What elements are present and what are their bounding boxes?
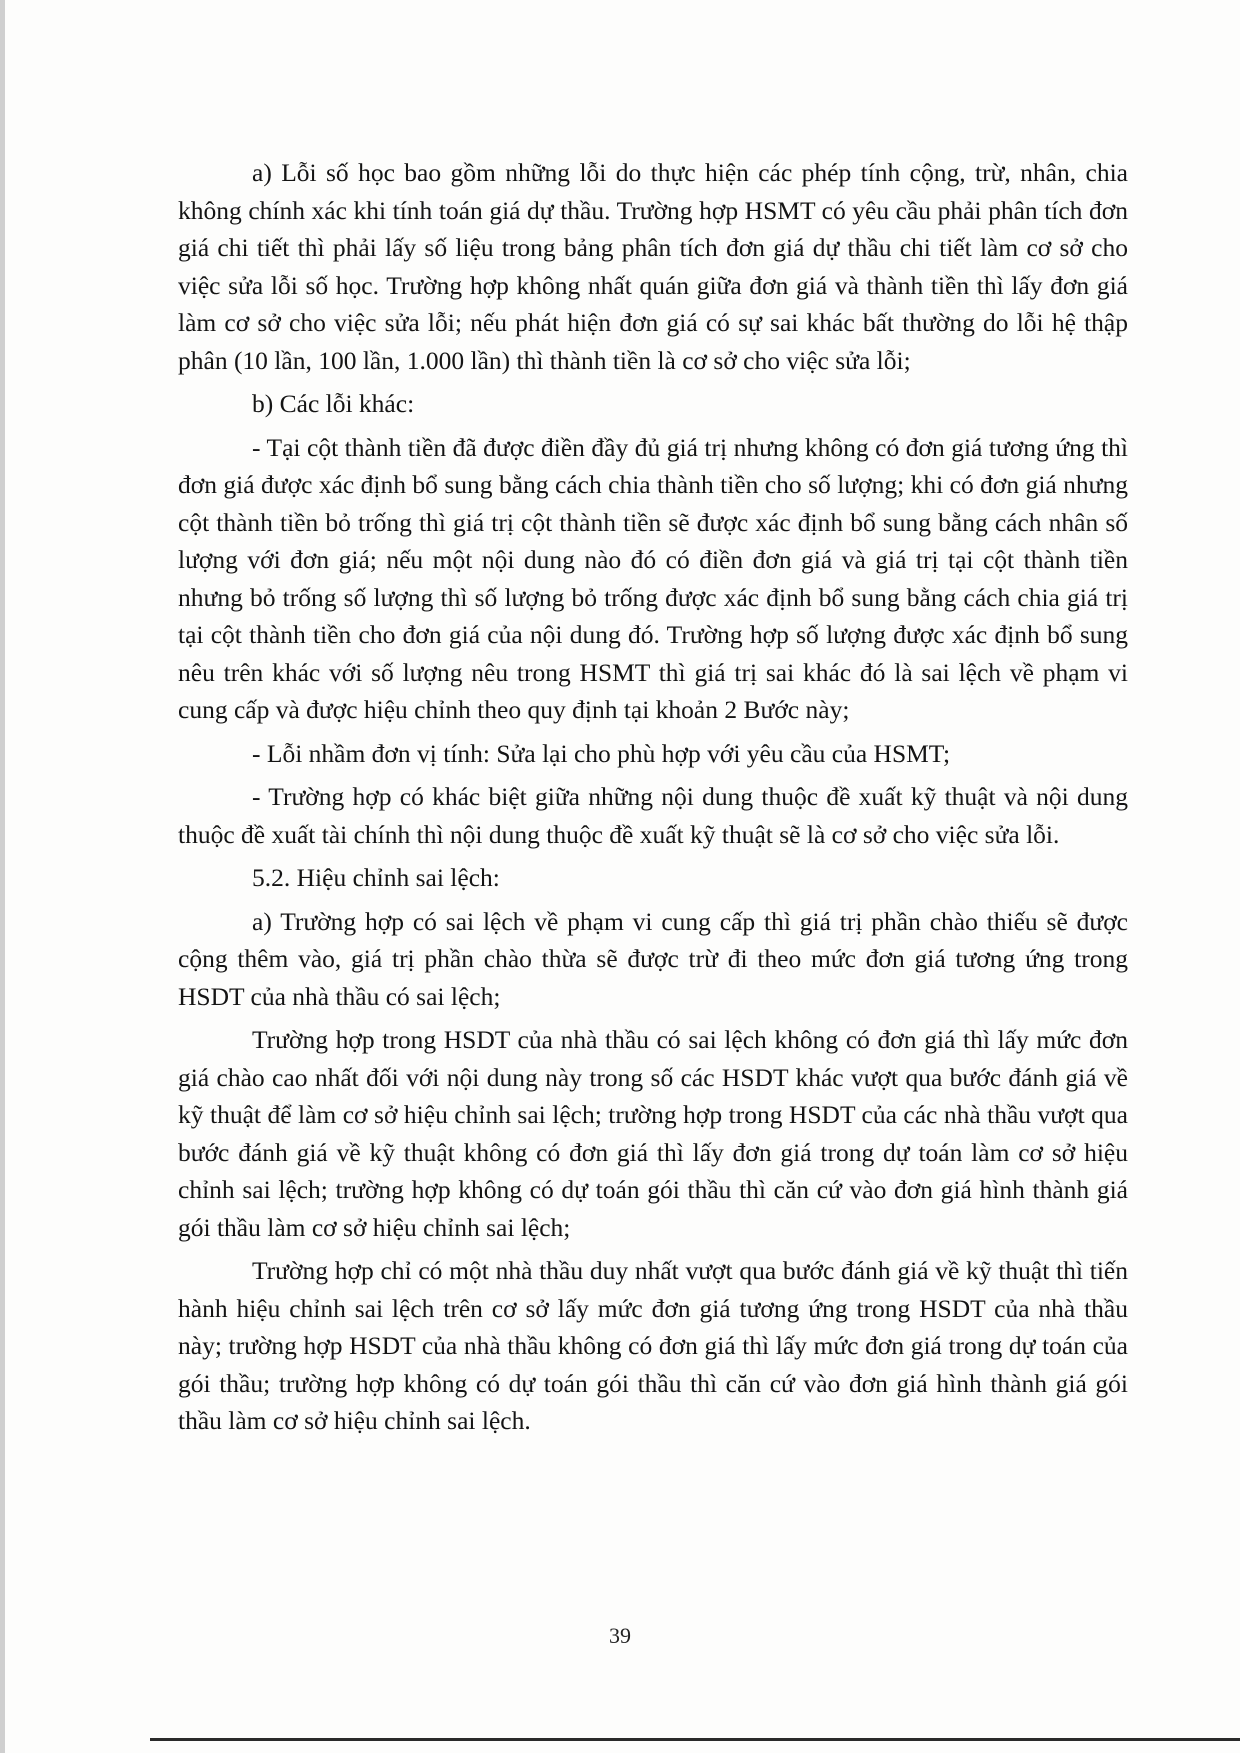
- paragraph-no-unit-price: Trường hợp trong HSDT của nhà thầu có sai lệch không có đơn giá thì lấy mức đơn giá chào cao nhất đối với nội dung này trong số các HSDT khác vượt qua bước đánh giá về kỹ thuật để làm cơ sở hiệu chỉnh sai lệch; trường hợp trong HSDT của các nhà thầu vượt qua bước đánh giá về kỹ thuật không có đơn giá thì lấy đơn giá trong dự toán làm cơ sở hiệu chỉnh sai lệch; trường hợp không có dự toán gói thầu thì căn cứ vào đơn giá hình thành giá gói thầu làm cơ sở hiệu chỉnh sai lệch;: [178, 1025, 1128, 1242]
- paragraph-technical-vs-financial: - Trường hợp có khác biệt giữa những nội dung thuộc đề xuất kỹ thuật và nội dung thuộc đề xuất tài chính thì nội dung thuộc đề xuất kỹ thuật sẽ là cơ sở cho việc sửa lỗi.: [178, 782, 1128, 849]
- paragraph-amount-column: - Tại cột thành tiền đã được điền đầy đủ giá trị nhưng không có đơn giá tương ứng thì đơn giá được xác định bổ sung bằng cách chia thành tiền cho số lượng; khi có đơn giá nhưng cột thành tiền bỏ trống thì giá trị cột thành tiền sẽ được xác định bổ sung bằng cách nhân số lượng với đơn giá; nếu một nội dung nào đó có điền đơn giá và giá trị tại cột thành tiền nhưng bỏ trống số lượng thì số lượng bỏ trống được xác định bổ sung bằng cách chia giá trị tại cột thành tiền cho đơn giá của nội dung đó. Trường hợp số lượng được xác định bổ sung nêu trên khác với số lượng nêu trong HSMT thì giá trị sai khác đó là sai lệch về phạm vi cung cấp và được hiệu chỉnh theo quy định tại khoản 2 Bước này;: [178, 432, 1128, 724]
- scan-left-edge: [0, 0, 5, 1753]
- paragraph-arithmetic-errors: a) Lỗi số học bao gồm những lỗi do thực hiện các phép tính cộng, trừ, nhân, chia không chính xác khi tính toán giá dự thầu. Trường hợp HSMT có yêu cầu phải phân tích đơn giá chi tiết thì phải lấy số liệu trong bảng phân tích đơn giá dự thầu chi tiết làm cơ sở cho việc sửa lỗi số học. Trường hợp không nhất quán giữa đơn giá và thành tiền thì lấy đơn giá làm cơ sở cho việc sửa lỗi; nếu phát hiện đơn giá có sự sai khác bất thường do lỗi hệ thập phân (10 lần, 100 lần, 1.000 lần) thì thành tiền là cơ sở cho việc sửa lỗi;: [178, 158, 1128, 375]
- paragraph-scope-deviation: a) Trường hợp có sai lệch về phạm vi cung cấp thì giá trị phần chào thiếu sẽ được cộng thêm vào, giá trị phần chào thừa sẽ được trừ đi theo mức đơn giá tương ứng trong HSDT của nhà thầu có sai lệch;: [178, 906, 1128, 1011]
- paragraph-single-bidder: Trường hợp chỉ có một nhà thầu duy nhất vượt qua bước đánh giá về kỹ thuật thì tiến hành hiệu chỉnh sai lệch trên cơ sở lấy mức đơn giá tương ứng trong HSDT của nhà thầu này; trường hợp HSDT của nhà thầu không có đơn giá thì lấy mức đơn giá trong dự toán của gói thầu; trường hợp không có dự toán gói thầu thì căn cứ vào đơn giá hình thành giá gói thầu làm cơ sở hiệu chỉnh sai lệch.: [178, 1256, 1128, 1435]
- paragraph-unit-error: - Lỗi nhầm đơn vị tính: Sửa lại cho phù hợp với yêu cầu của HSMT;: [252, 738, 951, 768]
- document-body: [178, 154, 1128, 1446]
- scan-bottom-rule: [150, 1738, 1240, 1741]
- page-number: 39: [609, 1623, 631, 1648]
- paragraph-other-errors-heading: b) Các lỗi khác:: [252, 389, 415, 418]
- section-heading-deviation-adjustment: 5.2. Hiệu chỉnh sai lệch:: [252, 863, 500, 892]
